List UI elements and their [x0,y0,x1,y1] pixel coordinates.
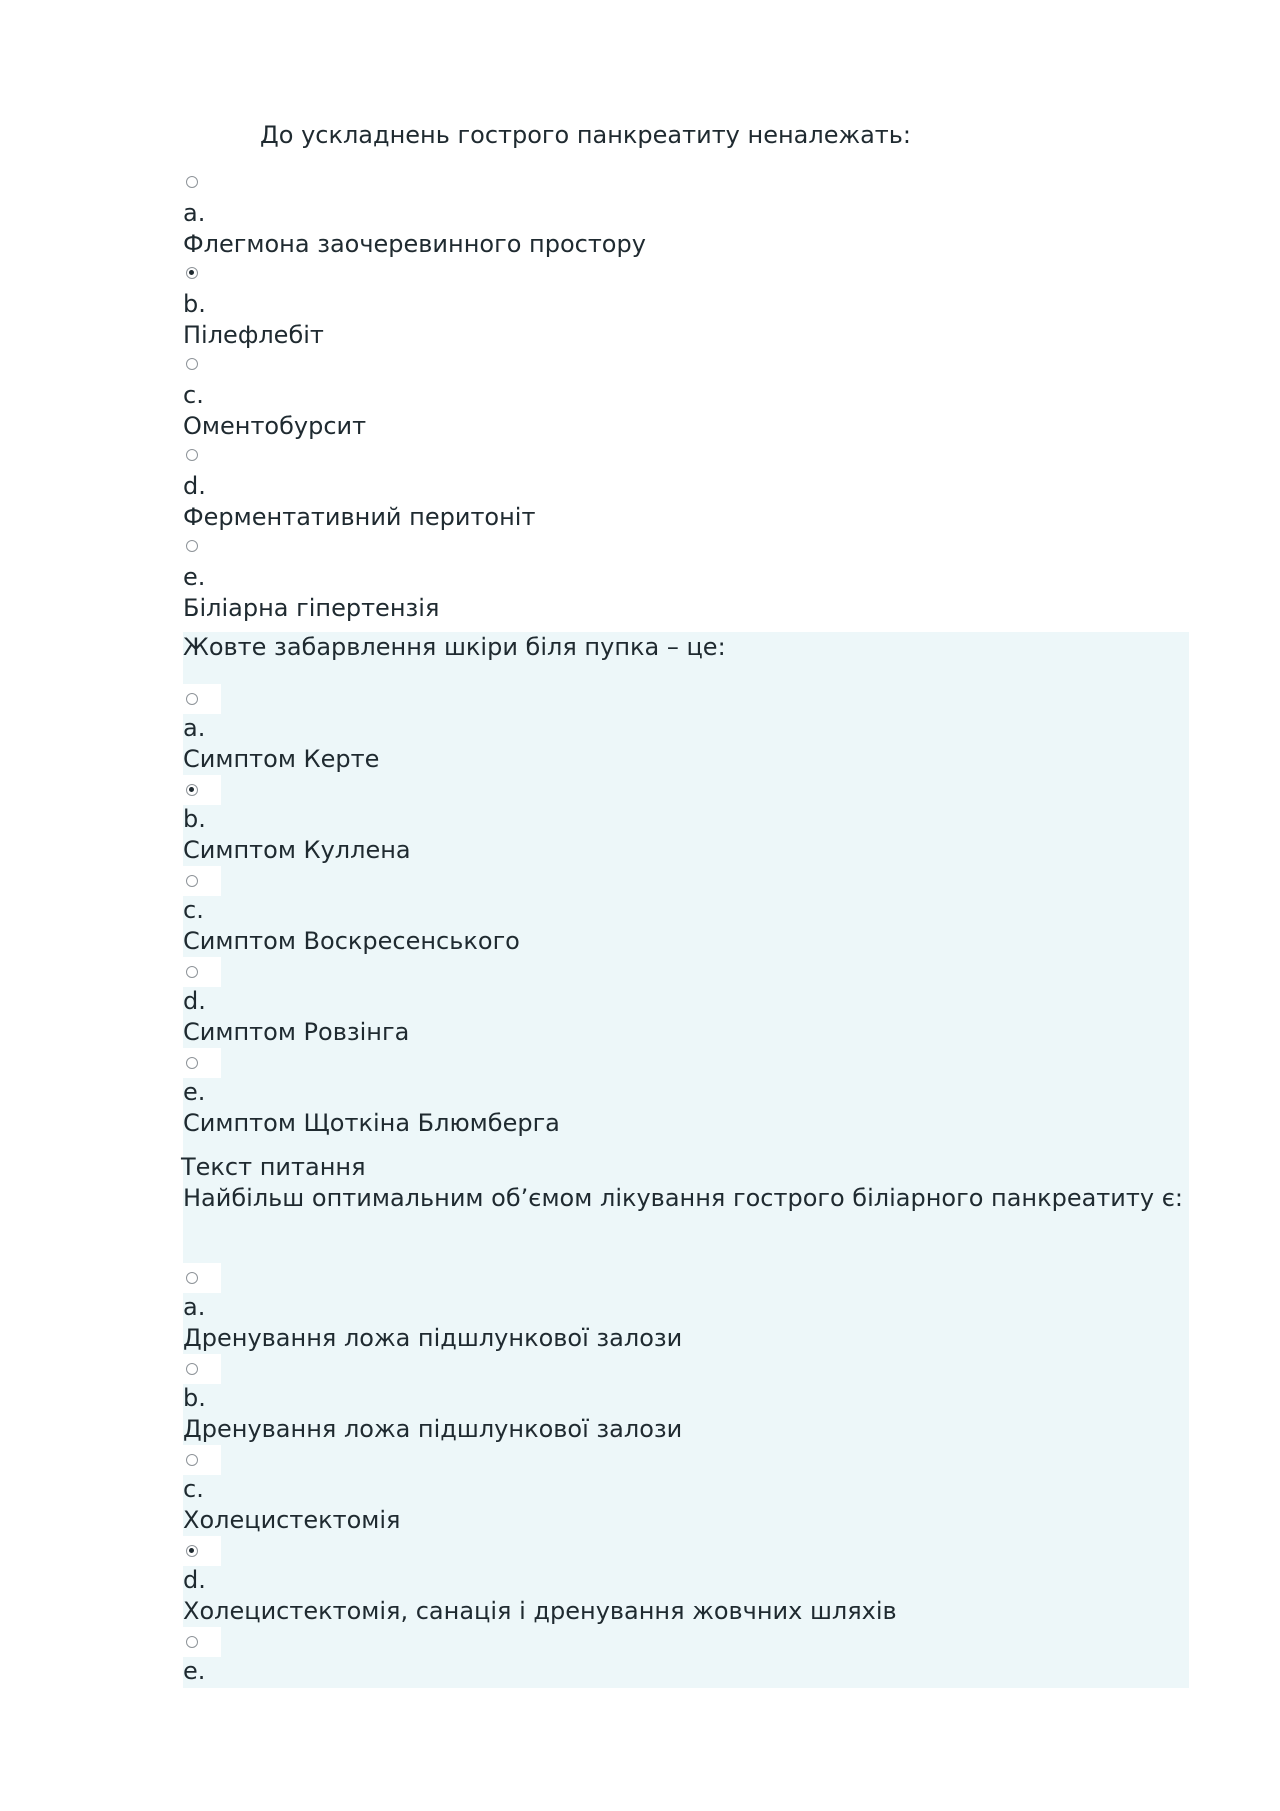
option-text: Оментобурсит [183,412,367,440]
option-text: Дренування ложа підшлункової залози [183,1415,683,1443]
option-3e[interactable] [183,1627,1189,1718]
radio-icon[interactable] [186,1272,198,1284]
radio-checked-icon[interactable] [186,267,198,279]
option-letter: c. [183,896,204,924]
radio-icon[interactable] [186,875,198,887]
option-letter: e. [183,1657,206,1685]
option-3c[interactable] [183,1445,1189,1536]
question-1-text: До ускладнень гострого панкреатиту неналежать: [260,121,912,149]
option-letter: b. [183,290,206,318]
radio-icon[interactable] [186,1057,198,1069]
option-2b[interactable] [183,775,1189,866]
radio-icon[interactable] [186,966,198,978]
option-text: Біліарна гіпертензія [183,594,440,622]
option-1e[interactable] [183,532,1189,623]
option-letter: d. [183,472,206,500]
option-text: Симптом Куллена [183,836,411,864]
radio-checked-icon[interactable] [186,784,198,796]
option-letter: d. [183,987,206,1015]
option-text: Ферментативний перитоніт [183,503,536,531]
option-letter: b. [183,1384,206,1412]
option-2c[interactable] [183,866,1189,957]
option-1c[interactable] [183,350,1189,441]
radio-icon[interactable] [186,540,198,552]
option-text: Симптом Керте [183,745,380,773]
option-letter: e. [183,563,206,591]
radio-icon[interactable] [186,1454,198,1466]
option-letter: c. [183,381,204,409]
option-3b[interactable] [183,1354,1189,1445]
option-text: Пілефлебіт [183,321,324,349]
option-letter: e. [183,1078,206,1106]
question-3 [183,1140,1189,1688]
option-text: Холецистектомія, санація і дренування жовчних шляхів [183,1597,897,1625]
option-1d[interactable] [183,441,1189,532]
question-2-options [183,684,1189,1139]
question-2 [183,632,1189,1140]
option-text: Симптом Ровзінга [183,1018,410,1046]
option-1b[interactable] [183,259,1189,350]
option-letter: b. [183,805,206,833]
option-text: Симптом Воскресенського [183,927,520,955]
option-text: Симптом Щоткіна Блюмберга [183,1109,560,1137]
question-1 [183,168,1189,623]
option-1a[interactable] [183,168,1189,259]
question-3-text: Найбільш оптимальним об’ємом лікування гострого біліарного панкреатиту є: [183,1184,1183,1212]
question-3-heading: Текст питання [181,1153,366,1181]
radio-icon[interactable] [186,358,198,370]
radio-icon[interactable] [186,1636,198,1648]
option-text: Холецистектомія [183,1506,401,1534]
option-2d[interactable] [183,957,1189,1048]
radio-icon[interactable] [186,176,198,188]
option-2a[interactable] [183,684,1189,775]
radio-icon[interactable] [186,1363,198,1375]
option-text: Флегмона заочеревинного простору [183,230,646,258]
option-text: Дренування ложа підшлункової залози [183,1324,683,1352]
radio-checked-icon[interactable] [186,1545,198,1557]
radio-icon[interactable] [186,693,198,705]
option-3a[interactable] [183,1263,1189,1354]
question-1-options [183,168,1189,623]
option-letter: a. [183,1293,206,1321]
question-3-options [183,1263,1189,1718]
question-2-text: Жовте забарвлення шкіри біля пупка – це: [183,633,726,661]
option-letter: c. [183,1475,204,1503]
option-3d[interactable] [183,1536,1189,1627]
option-letter: d. [183,1566,206,1594]
option-2e[interactable] [183,1048,1189,1139]
option-letter: a. [183,199,206,227]
option-letter: a. [183,714,206,742]
radio-icon[interactable] [186,449,198,461]
